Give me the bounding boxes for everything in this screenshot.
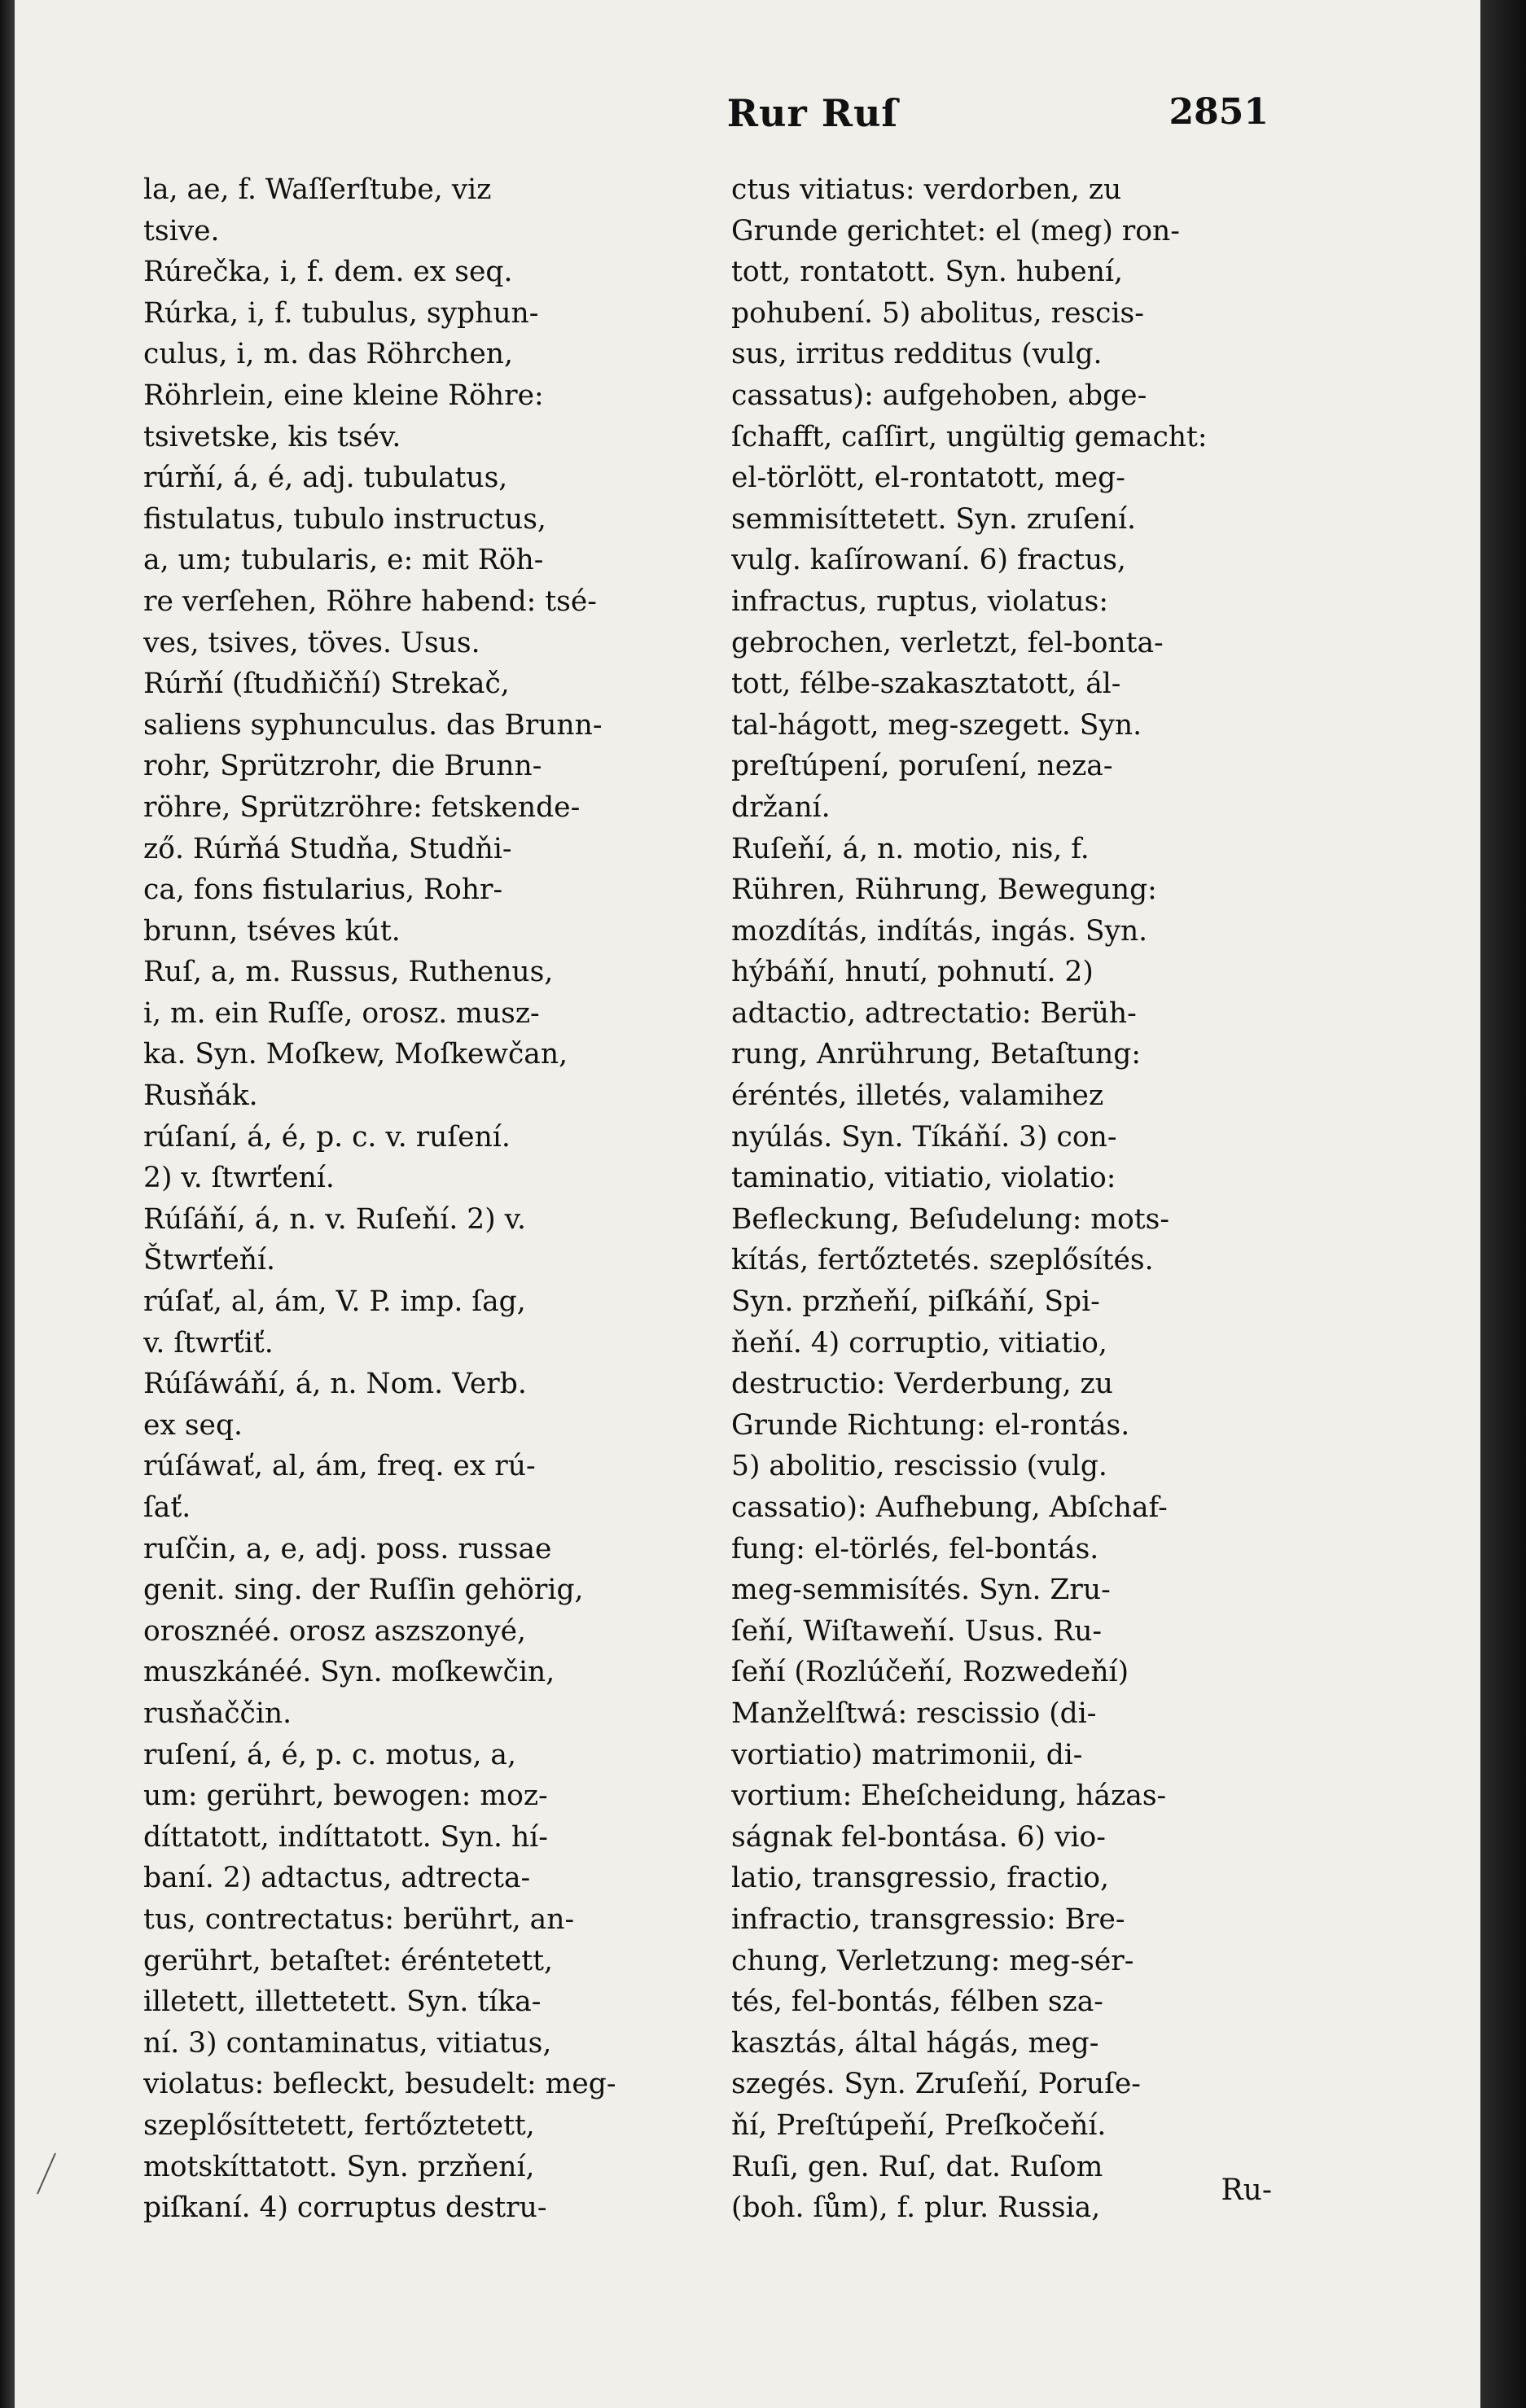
dictionary-line: gebrochen, verletzt, fel-bonta- xyxy=(731,626,1164,659)
dictionary-line: preſtúpení, poruſení, neza- xyxy=(731,750,1113,783)
dictionary-line: illetett, illettetett. Syn. tíka- xyxy=(143,1986,542,2019)
dictionary-line: ruſení, á, é, p. c. motus, a, xyxy=(143,1738,516,1771)
dictionary-line: taminatio, vitiatio, violatio: xyxy=(731,1162,1116,1195)
dictionary-line: ſeňí (Rozlúčeňí, Rozwedeňí) xyxy=(731,1656,1129,1689)
dictionary-line: latio, transgressio, fractio, xyxy=(731,1862,1109,1895)
dictionary-line: destructio: Verderbung, zu xyxy=(731,1368,1113,1401)
dictionary-line: saliens syphunculus. das Brunn- xyxy=(143,708,603,742)
dictionary-line: sus, irritus redditus (vulg. xyxy=(731,338,1103,371)
dictionary-line: infractus, ruptus, violatus: xyxy=(731,584,1108,618)
dictionary-line: tsive. xyxy=(143,214,220,247)
dictionary-line: ſeňí, Wiſtaweňí. Usus. Ru- xyxy=(731,1614,1103,1648)
dictionary-line: Ruſeňí, á, n. motio, nis, f. xyxy=(731,832,1090,865)
dictionary-line: brunn, tséves kút. xyxy=(143,914,401,948)
scan-shadow-left xyxy=(0,0,15,2408)
pencil-mark-icon xyxy=(31,2149,64,2198)
dictionary-line: piſkaní. 4) corruptus destru- xyxy=(143,2191,547,2225)
dictionary-line: Manželſtwá: rescissio (di- xyxy=(731,1697,1097,1730)
dictionary-line: v. ſtwrťiť. xyxy=(143,1326,274,1359)
dictionary-line: fistulatus, tubulo instructus, xyxy=(143,502,546,536)
dictionary-line: Ruſ, a, m. Russus, Ruthenus, xyxy=(143,956,554,989)
dictionary-line: nyúlás. Syn. Tíkáňí. 3) con- xyxy=(731,1120,1117,1154)
dictionary-line: ní. 3) contaminatus, vitiatus, xyxy=(143,2026,552,2060)
dictionary-line: 5) abolitio, rescissio (vulg. xyxy=(731,1450,1107,1483)
dictionary-line: Rúrka, i, f. tubulus, syphun- xyxy=(143,296,539,330)
dictionary-line: vortiatio) matrimonii, di- xyxy=(731,1738,1083,1771)
dictionary-line: rúrňí, á, é, adj. tubulatus, xyxy=(143,462,508,495)
dictionary-line: rung, Anrührung, Betaſtung: xyxy=(731,1038,1141,1071)
dictionary-line: chung, Verletzung: meg-sér- xyxy=(731,1944,1134,1977)
dictionary-line: Rusňák. xyxy=(143,1079,258,1113)
dictionary-line: rusňaččin. xyxy=(143,1697,292,1730)
dictionary-line: semmisíttetett. Syn. zruſení. xyxy=(731,502,1136,536)
dictionary-line: Rühren, Rührung, Bewegung: xyxy=(731,873,1157,907)
catchword: Ru- xyxy=(1221,2174,1272,2207)
scan-shadow-right xyxy=(1480,0,1526,2408)
dictionary-line: muszkánéé. Syn. moſkewčin, xyxy=(143,1656,555,1689)
dictionary-line: vortium: Eheſcheidung, házas- xyxy=(731,1780,1167,1813)
dictionary-line: mozdítás, indítás, ingás. Syn. xyxy=(731,914,1148,948)
dictionary-line: Štwrťeňí. xyxy=(143,1244,276,1277)
dictionary-line: ex seq. xyxy=(143,1408,243,1442)
dictionary-line: tsivetske, kis tsév. xyxy=(143,420,401,453)
dictionary-line: rúſať, al, ám, V. P. imp. ſag, xyxy=(143,1285,526,1319)
dictionary-line: 2) v. ſtwrťení. xyxy=(143,1162,335,1195)
dictionary-line: ző. Rúrňá Studňa, Studňi- xyxy=(143,832,512,865)
dictionary-line: orosznéé. orosz aszszonyé, xyxy=(143,1614,526,1648)
dictionary-line: Grunde Richtung: el-rontás. xyxy=(731,1408,1130,1442)
dictionary-line: ságnak fel-bontása. 6) vio- xyxy=(731,1820,1106,1854)
running-header: Rur Ruſ xyxy=(726,91,899,135)
dictionary-line: Rúſáňí, á, n. v. Ruſeňí. 2) v. xyxy=(143,1202,527,1236)
dictionary-line: Röhrlein, eine kleine Röhre: xyxy=(143,379,544,412)
dictionary-line: violatus: befleckt, besudelt: meg- xyxy=(143,2068,616,2101)
dictionary-line: Syn. przňeňí, piſkáňí, Spi- xyxy=(731,1285,1100,1319)
dictionary-line: szeplősíttetett, fertőztetett, xyxy=(143,2108,535,2142)
dictionary-line: držaní. xyxy=(731,790,831,824)
dictionary-line: adtactio, adtrectatio: Berüh- xyxy=(731,996,1137,1030)
page-number: 2851 xyxy=(1169,91,1269,133)
dictionary-line: (boh. ſům), f. plur. Russia, xyxy=(731,2191,1101,2225)
dictionary-line: kítás, fertőztetés. szeplősítés. xyxy=(731,1244,1154,1277)
dictionary-line: ňí, Preſtúpeňí, Preſkočeňí. xyxy=(731,2108,1107,2142)
dictionary-line: a, um; tubularis, e: mit Röh- xyxy=(143,544,544,577)
dictionary-line: ňeňí. 4) corruptio, vitiatio, xyxy=(731,1326,1107,1359)
dictionary-line: rohr, Sprützrohr, die Brunn- xyxy=(143,750,542,783)
dictionary-line: röhre, Sprützröhre: fetskende- xyxy=(143,790,581,824)
dictionary-line: el-törlött, el-rontatott, meg- xyxy=(731,462,1125,495)
dictionary-line: infractio, transgressio: Bre- xyxy=(731,1902,1125,1936)
dictionary-line: genit. sing. der Ruſſin gehörig, xyxy=(143,1574,584,1607)
dictionary-line: tott, rontatott. Syn. hubení, xyxy=(731,256,1123,289)
dictionary-line: rúſaní, á, é, p. c. v. ruſení. xyxy=(143,1120,511,1154)
dictionary-line: tus, contrectatus: berührt, an- xyxy=(143,1902,575,1936)
dictionary-line: ſať. xyxy=(143,1491,191,1524)
dictionary-line: gerührt, betaſtet: éréntetett, xyxy=(143,1944,553,1977)
dictionary-line: cassatio): Aufhebung, Abſchaf- xyxy=(731,1491,1168,1524)
dictionary-line: la, ae, f. Waſſerſtube, viz xyxy=(143,173,492,206)
dictionary-line: tal-hágott, meg-szegett. Syn. xyxy=(731,708,1142,742)
dictionary-line: ka. Syn. Moſkew, Moſkewčan, xyxy=(143,1038,568,1071)
dictionary-line: um: gerührt, bewogen: moz- xyxy=(143,1780,548,1813)
dictionary-page xyxy=(15,0,1480,2408)
dictionary-line: hýbáňí, hnutí, pohnutí. 2) xyxy=(731,956,1094,989)
dictionary-line: Grunde gerichtet: el (meg) ron- xyxy=(731,214,1180,247)
dictionary-line: ſchafft, caſſirt, ungültig gemacht: xyxy=(731,420,1208,453)
dictionary-line: culus, i, m. das Röhrchen, xyxy=(143,338,513,371)
left-column xyxy=(143,169,705,2229)
dictionary-line: baní. 2) adtactus, adtrecta- xyxy=(143,1862,531,1895)
dictionary-line: motskíttatott. Syn. przňení, xyxy=(143,2150,535,2183)
dictionary-line: tés, fel-bontás, félben sza- xyxy=(731,1986,1103,2019)
dictionary-line: ruſčin, a, e, adj. poss. russae xyxy=(143,1532,552,1565)
dictionary-line: Befleckung, Beſudelung: mots- xyxy=(731,1202,1170,1236)
dictionary-line: fung: el-törlés, fel-bontás. xyxy=(731,1532,1099,1565)
dictionary-line: Rúrňí (ſtudňičňí) Strekač, xyxy=(143,668,510,701)
dictionary-line: rúſáwať, al, ám, freq. ex rú- xyxy=(143,1450,536,1483)
dictionary-line: meg-semmisítés. Syn. Zru- xyxy=(731,1574,1111,1607)
dictionary-line: pohubení. 5) abolitus, rescis- xyxy=(731,296,1144,330)
dictionary-line: Rúſáwáňí, á, n. Nom. Verb. xyxy=(143,1368,527,1401)
dictionary-line: re verſehen, Röhre habend: tsé- xyxy=(143,584,597,618)
dictionary-line: ctus vitiatus: verdorben, zu xyxy=(731,173,1122,206)
right-column xyxy=(731,169,1293,2229)
dictionary-line: Rúrečka, i, f. dem. ex seq. xyxy=(143,256,513,289)
dictionary-line: kasztás, által hágás, meg- xyxy=(731,2026,1099,2060)
dictionary-line: Ruſi, gen. Ruſ, dat. Ruſom xyxy=(731,2150,1103,2183)
dictionary-line: díttatott, indíttatott. Syn. hí- xyxy=(143,1820,548,1854)
dictionary-line: ca, fons fistularius, Rohr- xyxy=(143,873,503,907)
dictionary-line: cassatus): aufgehoben, abge- xyxy=(731,379,1147,412)
dictionary-line: szegés. Syn. Zruſeňí, Poruſe- xyxy=(731,2068,1141,2101)
dictionary-line: vulg. kaſírowaní. 6) fractus, xyxy=(731,544,1126,577)
dictionary-line: tott, félbe-szakasztatott, ál- xyxy=(731,668,1121,701)
dictionary-line: ves, tsives, töves. Usus. xyxy=(143,626,480,659)
dictionary-line: i, m. ein Ruſſe, orosz. musz- xyxy=(143,996,540,1030)
dictionary-line: éréntés, illetés, valamihez xyxy=(731,1079,1104,1113)
